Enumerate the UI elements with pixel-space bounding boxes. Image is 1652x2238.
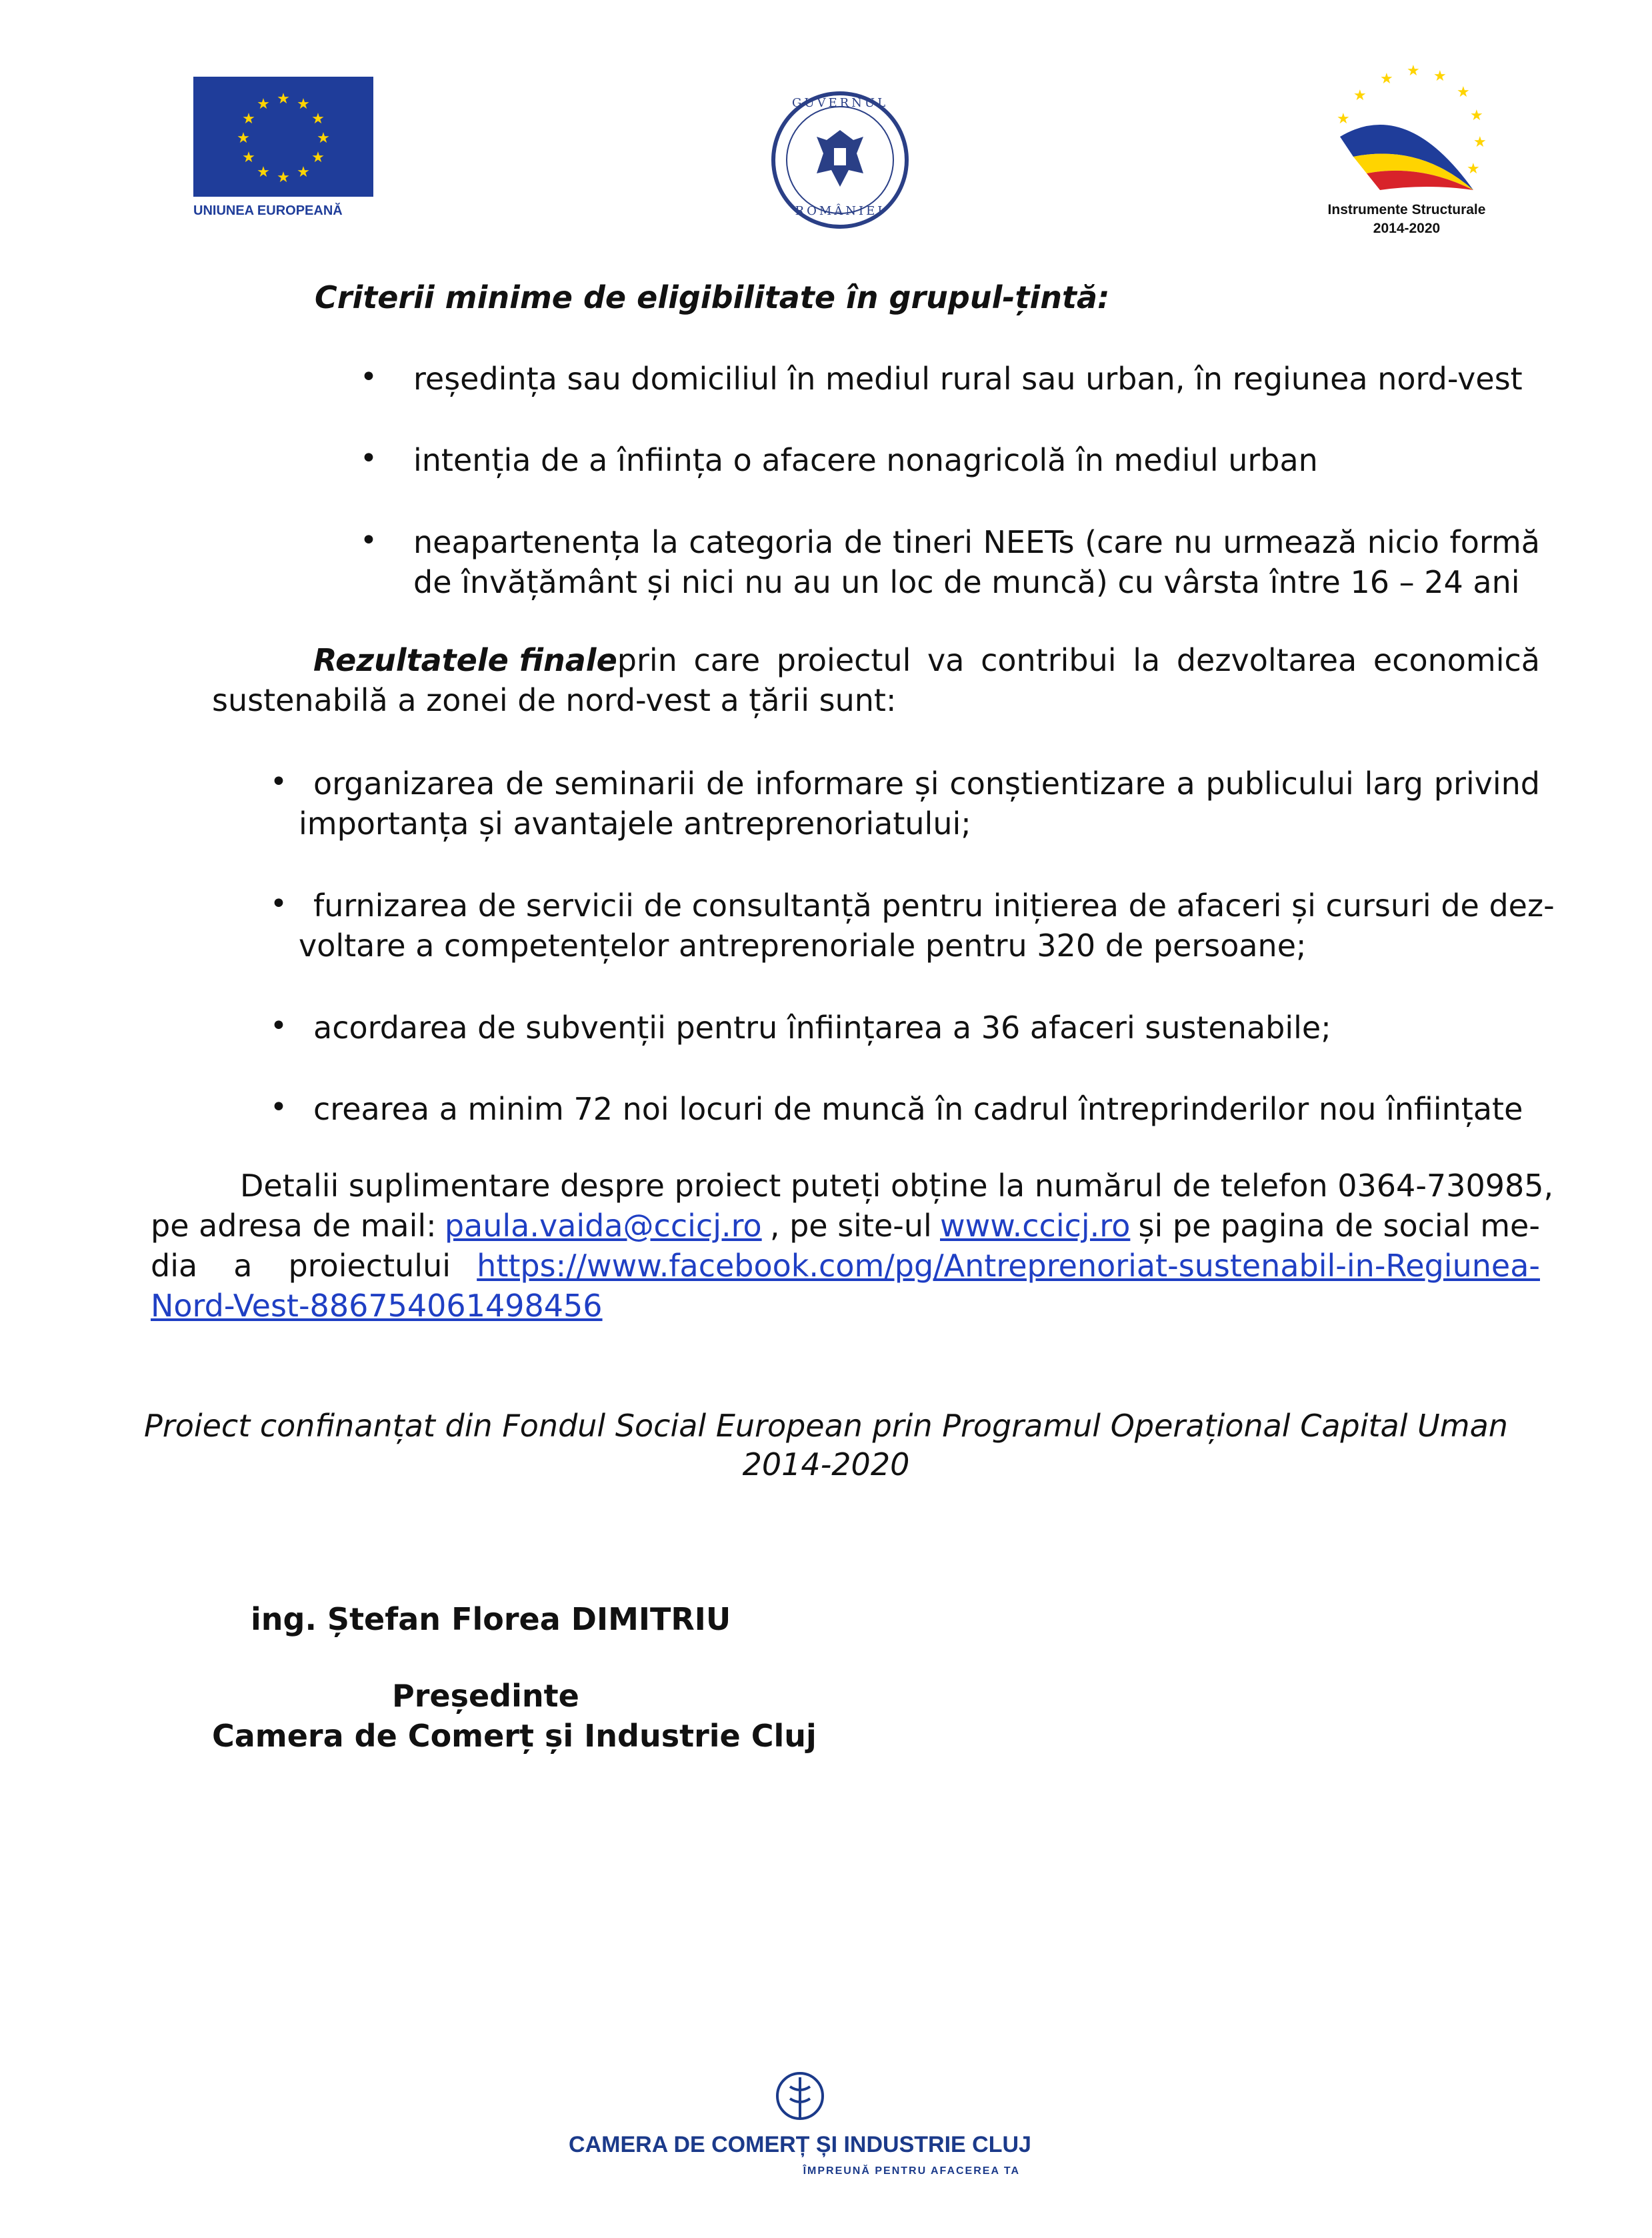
is-caption-line1: Instrumente Structurale	[1327, 202, 1486, 217]
results-item-2-line1: furnizarea de servicii de consultanță pentru inițierea de afaceri și cursuri de dez-	[313, 888, 1555, 924]
eu-caption: UNIUNEA EUROPEANĂ	[193, 203, 343, 218]
bullet-icon: •	[270, 1009, 287, 1043]
bullet-icon: •	[270, 1090, 287, 1124]
criteria-item-3-line2: de învățământ și nici nu au un loc de muncă) cu vârsta între 16 – 24 ani	[413, 564, 1520, 600]
results-lead-line2: sustenabilă a zonei de nord-vest a țării sunt:	[212, 682, 897, 718]
ccicj-tagline: ÎMPREUNĂ PENTRU AFACEREA TA	[803, 2165, 1020, 2177]
svg-text:★: ★	[1457, 84, 1470, 101]
results-lead-rest: prin care proiectul va contribui la dezvoltarea economică	[617, 642, 1540, 678]
facebook-link-part1[interactable]: https://www.facebook.com/pg/Antreprenoriat-sustenabil-in-Regiunea-	[477, 1248, 1540, 1284]
eu-flag-icon	[193, 77, 373, 221]
results-item-1-line2: importanța și avantajele antreprenoriatului;	[299, 806, 971, 842]
svg-text:★: ★	[1380, 71, 1393, 87]
signature-name: ing. Ștefan Florea DIMITRIU	[251, 1601, 731, 1637]
ccicj-name: CAMERA DE COMERȚ ȘI INDUSTRIE CLUJ	[569, 2132, 1031, 2157]
svg-text:★: ★	[242, 111, 255, 127]
instrumente-structurale-icon	[1307, 57, 1507, 247]
site-link[interactable]: www.ccicj.ro	[939, 1208, 1131, 1244]
svg-text:★: ★	[257, 96, 270, 113]
details-line3-a: dia a proiectului	[151, 1248, 451, 1284]
svg-text:★: ★	[1473, 134, 1487, 151]
ccicj-logo	[567, 2064, 1033, 2191]
criteria-heading: Criterii minime de eligibilitate în grupul-țintă:	[315, 279, 1110, 315]
svg-text:★: ★	[237, 130, 250, 147]
bullet-icon: •	[270, 887, 287, 921]
gov-text-top: GUVERNUL	[791, 96, 889, 110]
svg-text:★: ★	[297, 164, 310, 181]
signature-org: Camera de Comerț și Industrie Cluj	[212, 1718, 817, 1754]
facebook-link-part2[interactable]: Nord-Vest-886754061498456	[151, 1288, 603, 1324]
svg-text:★: ★	[317, 130, 330, 147]
svg-text:★: ★	[311, 149, 325, 166]
results-item-2-line2: voltare a competențelor antreprenoriale pentru 320 de persoane;	[299, 928, 1307, 964]
svg-text:★: ★	[311, 111, 325, 127]
details-line2-b: , pe site-ul	[769, 1208, 932, 1244]
results-item-1-line1: organizarea de seminarii de informare și conștientizare a publicului larg privind	[313, 766, 1540, 802]
criteria-item-3-line1: neapartenența la categoria de tineri NEETs (care nu urmează nicio formă	[413, 524, 1540, 560]
gov-seal	[763, 87, 917, 233]
email-link[interactable]: paula.vaida@ccicj.ro	[444, 1208, 762, 1244]
bullet-icon: •	[360, 441, 377, 475]
signature-role: Președinte	[392, 1678, 579, 1714]
details-line1: Detalii suplimentare despre proiect puteți obține la numărul de telefon 0364-730985,	[240, 1168, 1554, 1204]
svg-text:★: ★	[242, 149, 255, 166]
is-caption-line2: 2014-2020	[1373, 221, 1441, 236]
svg-text:★: ★	[1353, 87, 1367, 104]
results-lead-bold: Rezultatele finale	[313, 642, 617, 678]
cofinance-line2: 2014-2020	[742, 1446, 910, 1482]
results-lead	[313, 642, 1540, 678]
results-item-3: acordarea de subvenții pentru înființarea a 36 afaceri sustenabile;	[313, 1010, 1331, 1046]
bullet-icon: •	[270, 765, 287, 799]
svg-text:★: ★	[1467, 161, 1480, 177]
svg-text:★: ★	[1470, 107, 1483, 124]
criteria-item-2: intenția de a înființa o afacere nonagricolă în mediul urban	[413, 442, 1318, 478]
svg-text:★: ★	[1433, 68, 1447, 85]
details-line2-a: pe adresa de mail:	[151, 1208, 437, 1244]
bullet-icon: •	[360, 360, 377, 394]
svg-text:★: ★	[257, 164, 270, 181]
svg-text:★: ★	[1407, 63, 1420, 79]
svg-text:★: ★	[277, 91, 290, 107]
cofinance-line1: Proiect confinanțat din Fondul Social European prin Programul Operațional Capital Uman	[144, 1408, 1508, 1444]
gov-text-bottom: ROMÂNIEI	[795, 204, 885, 218]
svg-text:★: ★	[1337, 111, 1350, 127]
bullet-icon: •	[360, 523, 377, 557]
instrumente-structurale-logo	[1307, 57, 1507, 247]
details-line3	[151, 1248, 1540, 1284]
eu-logo	[193, 77, 373, 221]
details-line2-c: și pe pagina de social me-	[1138, 1208, 1540, 1244]
results-item-4: crearea a minim 72 noi locuri de muncă în cadrul întreprinderilor nou înființate	[313, 1091, 1523, 1127]
svg-text:★: ★	[297, 96, 310, 113]
criteria-item-1: reședința sau domiciliul în mediul rural sau urban, în regiunea nord-vest	[413, 361, 1523, 397]
svg-text:★: ★	[277, 169, 290, 186]
details-line2	[151, 1208, 1540, 1244]
